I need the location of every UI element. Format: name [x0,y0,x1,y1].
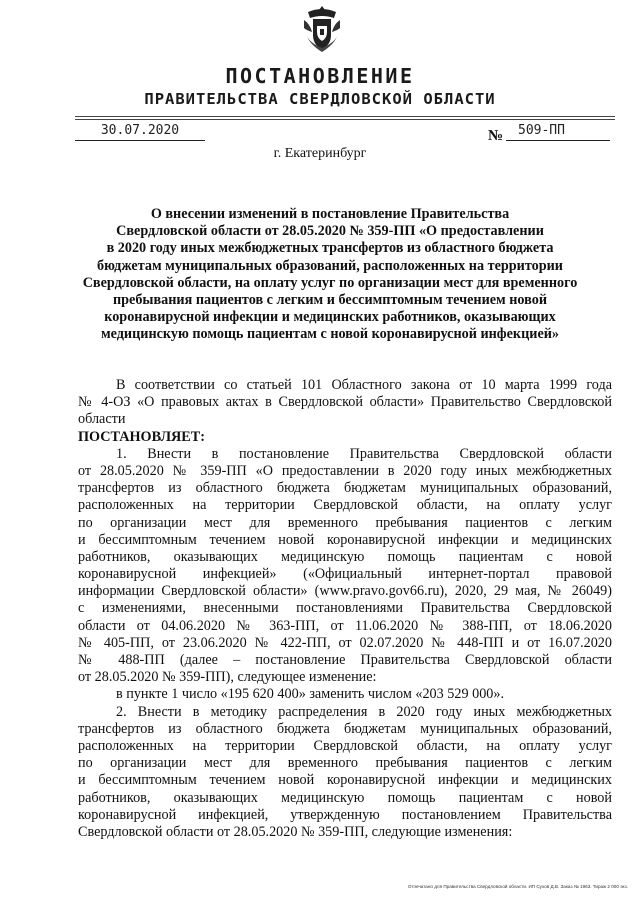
item1-line: № 405-ПП, от 23.06.2020 № 422-ПП, от 02.07.2020 № 448-ПП и от 16.07.2020 [78,634,612,651]
item2-line: трансфертов из областного бюджета бюджетам муниципальных образований, [78,720,612,737]
item1-line: от 28.05.2020 № 359-ПП), следующее изменение: [78,669,377,686]
document-city: г. Екатеринбург [273,146,367,161]
heading-line: в 2020 году иных межбюджетных трансфертов из областного бюджета [106,240,554,257]
item1-line: области от 04.06.2020 № 363-ПП, от 11.06.2020 № 388-ПП, от 18.06.2020 [78,617,612,634]
print-imprint: Отпечатано для Правительства Свердловской области. ИП Сухов Д.В. Заказ № 1963. Тираж 2 000 экз. [407,884,628,889]
item1-line: № 488-ПП (далее – постановление Правительства Свердловской области [78,652,612,668]
item1-line: трансфертов из областного бюджета бюджетам муниципальных образований, [78,480,612,497]
item2-line: и бессимптомным течением новой коронавирусной инфекции и медицинских [78,772,612,789]
item1-line: и бессимптомным течением новой коронавирусной инфекции и медицинских [78,531,612,548]
item1-line: расположенных на территории Свердловской области, на оплату услуг [78,497,612,514]
item1-change: в пункте 1 число «195 620 400» заменить числом «203 529 000». [116,686,505,703]
coat-of-arms-emblem [302,4,342,56]
item2-line: Свердловской области от 28.05.2020 № 359-ПП, следующие изменения: [78,823,513,840]
item2-line: работников, оказывающих медицинскую помощь пациентам с новой [78,789,612,806]
heading-line: медицинскую помощь пациентам с новой коронавирусной инфекцией» [100,326,560,343]
heading-line: О внесении изменений в постановление Правительства [150,206,510,222]
heading-line: коронавирусной инфекции и медицинских работников, оказывающих [104,309,556,326]
item2-line: коронавирусной инфекцией, утвержденную постановлением Правительства [78,806,612,823]
header-rule-top [75,116,615,117]
item1-line: 1. Внести в постановление Правительства Свердловской области [116,445,612,462]
item1-line: информации Свердловской области» (www.pravo.gov66.ru), 2020, 29 мая, № 26049) [78,583,612,600]
document-date: 30.07.2020 [75,123,205,141]
heading-line: Свердловской области от 28.05.2020 № 359-ПП «О предоставлении [116,223,544,240]
preamble-line: № 4-ОЗ «О правовых актах в Свердловской области» Правительство Свердловской [78,394,612,411]
document-heading [80,206,580,344]
item1-line: коронавирусной инфекцией» («Официальный интернет-портал правовой [78,566,612,583]
document-issuer: ПРАВИТЕЛЬСТВА СВЕРДЛОВСКОЙ ОБЛАСТИ [144,90,496,108]
preamble-line: В соответствии со статьей 101 Областного закона от 10 марта 1999 года [116,377,612,393]
item1-line: по организации мест для временного пребывания пациентов с легким [78,514,612,531]
item2-line: по организации мест для временного пребывания пациентов с легким [78,755,612,772]
preamble-line: области [78,411,126,428]
item1-line: работников, оказывающих медицинскую помощь пациентам с новой [78,548,612,565]
header-rule-bottom [75,119,615,120]
item1-line: с изменениями, внесенными постановлениями Правительства Свердловской [78,600,612,617]
heading-line: Свердловской области, на оплату услуг по организации мест для временного [82,274,578,291]
document-title: ПОСТАНОВЛЕНИЕ [225,64,415,88]
document-body [78,377,612,841]
number-sign: № [488,128,504,144]
heading-line: бюджетам муниципальных образований, расположенных на территории [97,257,563,274]
heading-line: пребывания пациентов с легким и бессимптомным течением новой [112,292,548,309]
document-number: 509-ПП [506,123,610,141]
item2-line: 2. Внести в методику распределения в 2020 году иных межбюджетных [116,703,612,720]
resolves-heading: ПОСТАНОВЛЯЕТ: [78,428,205,445]
item1-line: от 28.05.2020 № 359-ПП «О предоставлении в 2020 году иных межбюджетных [78,462,612,479]
item2-line: расположенных на территории Свердловской области, на оплату услуг [78,737,612,754]
